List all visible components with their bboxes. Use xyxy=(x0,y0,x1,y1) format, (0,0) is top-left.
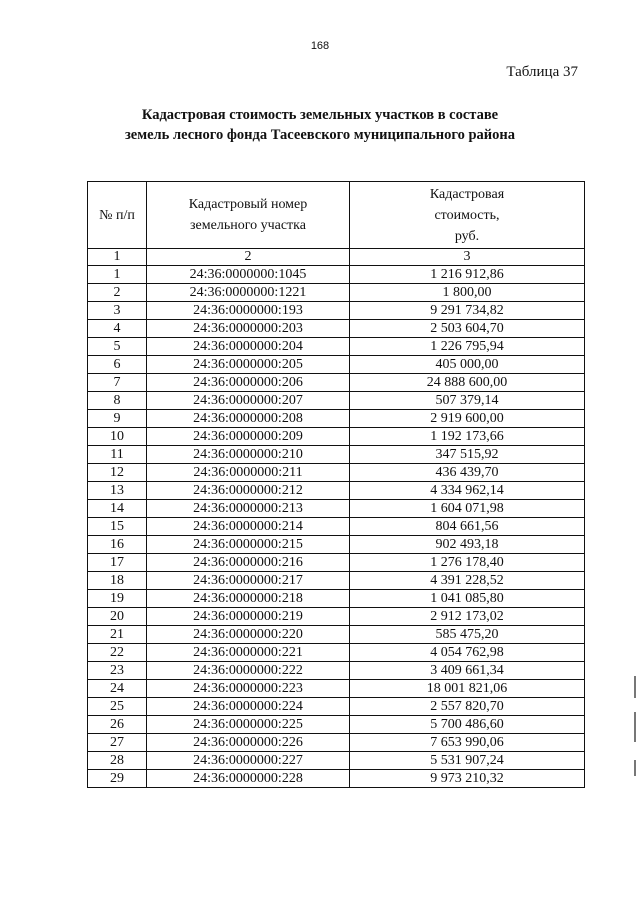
cadastral-number: 24:36:0000000:193 xyxy=(147,302,350,320)
row-number: 8 xyxy=(88,392,147,410)
row-number: 24 xyxy=(88,680,147,698)
table-row xyxy=(88,662,585,680)
row-number: 22 xyxy=(88,644,147,662)
table-row xyxy=(88,446,585,464)
table-row xyxy=(88,716,585,734)
row-number: 14 xyxy=(88,500,147,518)
header-cadastral-line-1: Кадастровый номер xyxy=(188,197,308,212)
cadastral-number: 24:36:0000000:207 xyxy=(147,392,350,410)
table-row xyxy=(88,428,585,446)
table-body xyxy=(88,249,585,788)
row-number: 28 xyxy=(88,752,147,770)
cadastral-number: 24:36:0000000:223 xyxy=(147,680,350,698)
cadastral-value: 1 800,00 xyxy=(350,284,585,302)
cadastral-value: 9 291 734,82 xyxy=(350,302,585,320)
title-line-1: Кадастровая стоимость земельных участков в составе xyxy=(141,107,499,123)
table-row xyxy=(88,698,585,716)
cadastral-number: 24:36:0000000:225 xyxy=(147,716,350,734)
cadastral-value: 1 041 085,80 xyxy=(350,590,585,608)
cadastral-number: 24:36:0000000:204 xyxy=(147,338,350,356)
row-number: 7 xyxy=(88,374,147,392)
cadastral-number: 24:36:0000000:213 xyxy=(147,500,350,518)
cadastral-number: 24:36:0000000:215 xyxy=(147,536,350,554)
cadastral-value: 436 439,70 xyxy=(350,464,585,482)
cadastral-number: 24:36:0000000:205 xyxy=(147,356,350,374)
cadastral-number: 24:36:0000000:203 xyxy=(147,320,350,338)
cadastral-value: 24 888 600,00 xyxy=(350,374,585,392)
table-row xyxy=(88,464,585,482)
cadastral-value: 347 515,92 xyxy=(350,446,585,464)
cadastral-value: 7 653 990,06 xyxy=(350,734,585,752)
cadastral-number: 24:36:0000000:216 xyxy=(147,554,350,572)
cadastral-value: 9 973 210,32 xyxy=(350,770,585,788)
row-number: 3 xyxy=(88,302,147,320)
cadastral-value: 2 919 600,00 xyxy=(350,410,585,428)
table-row xyxy=(88,392,585,410)
cadastral-value: 2 503 604,70 xyxy=(350,320,585,338)
cadastral-value: 585 475,20 xyxy=(350,626,585,644)
row-number: 26 xyxy=(88,716,147,734)
row-number: 1 xyxy=(88,266,147,284)
cadastral-value: 5 531 907,24 xyxy=(350,752,585,770)
cadastral-value: 405 000,00 xyxy=(350,356,585,374)
cadastral-value: 1 604 071,98 xyxy=(350,500,585,518)
table-row xyxy=(88,500,585,518)
row-number: 29 xyxy=(88,770,147,788)
table-row xyxy=(88,284,585,302)
cadastral-number: 24:36:0000000:219 xyxy=(147,608,350,626)
table-row xyxy=(88,680,585,698)
cadastral-number: 24:36:0000000:206 xyxy=(147,374,350,392)
cadastral-value: 2 557 820,70 xyxy=(350,698,585,716)
row-number: 25 xyxy=(88,698,147,716)
table-row xyxy=(88,536,585,554)
table-row xyxy=(88,554,585,572)
cadastral-number: 24:36:0000000:224 xyxy=(147,698,350,716)
row-number: 18 xyxy=(88,572,147,590)
cadastral-number: 24:36:0000000:1221 xyxy=(147,284,350,302)
row-number: 13 xyxy=(88,482,147,500)
cadastral-number: 24:36:0000000:209 xyxy=(147,428,350,446)
table-row xyxy=(88,608,585,626)
row-number: 19 xyxy=(88,590,147,608)
cadastral-value: 804 661,56 xyxy=(350,518,585,536)
table-row xyxy=(88,734,585,752)
row-number: 5 xyxy=(88,338,147,356)
scan-edge-mark xyxy=(634,712,636,742)
header-value-line-2: стоимость, xyxy=(434,207,500,223)
table-row xyxy=(88,338,585,356)
cadastral-number: 24:36:0000000:220 xyxy=(147,626,350,644)
cadastral-value: 902 493,18 xyxy=(350,536,585,554)
cadastral-value: 4 334 962,14 xyxy=(350,482,585,500)
cadastral-value: 4 391 228,52 xyxy=(350,572,585,590)
row-number: 12 xyxy=(88,464,147,482)
table-label: Таблица 37 xyxy=(506,64,578,80)
header-value-line-1: Кадастровая xyxy=(429,186,505,202)
cadastral-number: 24:36:0000000:208 xyxy=(147,410,350,428)
cadastral-number: 24:36:0000000:1045 xyxy=(147,266,350,284)
row-number: 17 xyxy=(88,554,147,572)
table-row xyxy=(88,590,585,608)
row-number: 23 xyxy=(88,662,147,680)
page-number: 168 xyxy=(310,40,330,52)
cadastral-number: 24:36:0000000:226 xyxy=(147,734,350,752)
table-row xyxy=(88,518,585,536)
column-index-row xyxy=(88,249,585,266)
row-number: 27 xyxy=(88,734,147,752)
row-number: 16 xyxy=(88,536,147,554)
table-row xyxy=(88,770,585,788)
header-cadastral-value xyxy=(350,182,585,249)
document-title xyxy=(0,105,640,145)
row-number: 9 xyxy=(88,410,147,428)
cadastral-value: 2 912 173,02 xyxy=(350,608,585,626)
scan-edge-mark xyxy=(634,676,636,698)
column-index: 3 xyxy=(350,249,585,266)
cadastral-number: 24:36:0000000:222 xyxy=(147,662,350,680)
row-number: 15 xyxy=(88,518,147,536)
cadastral-number: 24:36:0000000:214 xyxy=(147,518,350,536)
column-index: 1 xyxy=(88,249,147,266)
cadastral-value: 18 001 821,06 xyxy=(350,680,585,698)
table-row xyxy=(88,302,585,320)
cadastral-value: 3 409 661,34 xyxy=(350,662,585,680)
row-number: 11 xyxy=(88,446,147,464)
header-row xyxy=(88,182,585,249)
row-number: 20 xyxy=(88,608,147,626)
table-row xyxy=(88,410,585,428)
cadastral-value: 5 700 486,60 xyxy=(350,716,585,734)
cadastral-value: 507 379,14 xyxy=(350,392,585,410)
cadastral-number: 24:36:0000000:212 xyxy=(147,482,350,500)
cadastral-number: 24:36:0000000:218 xyxy=(147,590,350,608)
cadastral-number: 24:36:0000000:227 xyxy=(147,752,350,770)
cadastral-number: 24:36:0000000:211 xyxy=(147,464,350,482)
cadastral-value: 4 054 762,98 xyxy=(350,644,585,662)
cadastral-number: 24:36:0000000:228 xyxy=(147,770,350,788)
row-number: 2 xyxy=(88,284,147,302)
table-row xyxy=(88,572,585,590)
header-value-line-3: руб. xyxy=(454,228,480,244)
table-row xyxy=(88,626,585,644)
cadastral-value: 1 216 912,86 xyxy=(350,266,585,284)
table-row xyxy=(88,482,585,500)
scan-edge-mark xyxy=(634,760,636,776)
table-row xyxy=(88,644,585,662)
row-number: 10 xyxy=(88,428,147,446)
cadastral-number: 24:36:0000000:217 xyxy=(147,572,350,590)
cadastral-value: 1 226 795,94 xyxy=(350,338,585,356)
table-row xyxy=(88,320,585,338)
cadastral-number: 24:36:0000000:210 xyxy=(147,446,350,464)
cadastral-value: 1 276 178,40 xyxy=(350,554,585,572)
cadastral-number: 24:36:0000000:221 xyxy=(147,644,350,662)
row-number: 6 xyxy=(88,356,147,374)
column-index: 2 xyxy=(147,249,350,266)
header-cadastral-line-2: земельного участка xyxy=(190,218,306,233)
header-number: № п/п xyxy=(88,182,147,249)
row-number: 4 xyxy=(88,320,147,338)
title-line-2: земель лесного фонда Тасеевского муниципального района xyxy=(124,127,516,143)
cadastral-value-table xyxy=(87,181,585,788)
cadastral-value: 1 192 173,66 xyxy=(350,428,585,446)
header-cadastral-number xyxy=(147,182,350,249)
table-row xyxy=(88,374,585,392)
table-row xyxy=(88,266,585,284)
table-row xyxy=(88,356,585,374)
row-number: 21 xyxy=(88,626,147,644)
table-row xyxy=(88,752,585,770)
